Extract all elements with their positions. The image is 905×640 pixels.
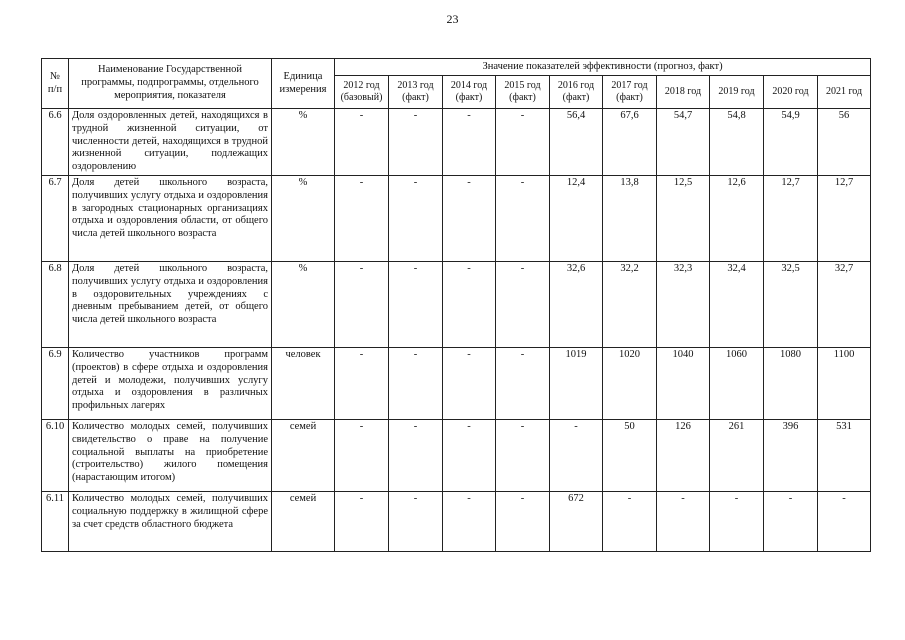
row-value: - bbox=[550, 420, 603, 492]
row-value: 1100 bbox=[818, 348, 871, 420]
header-year: 2012 год (базовый) bbox=[335, 76, 389, 109]
row-num: 6.10 bbox=[42, 420, 69, 492]
header-year: 2016 год (факт) bbox=[550, 76, 603, 109]
row-value: - bbox=[443, 420, 496, 492]
table-row bbox=[42, 262, 871, 348]
header-year: 2015 год (факт) bbox=[496, 76, 550, 109]
row-value: - bbox=[443, 348, 496, 420]
row-unit: семей bbox=[272, 420, 335, 492]
row-value: 56,4 bbox=[550, 109, 603, 176]
table-body bbox=[42, 109, 871, 552]
row-value: - bbox=[389, 109, 443, 176]
row-value: - bbox=[443, 176, 496, 262]
row-value: - bbox=[389, 262, 443, 348]
row-value: - bbox=[389, 420, 443, 492]
header-year: 2014 год (факт) bbox=[443, 76, 496, 109]
row-value: - bbox=[335, 348, 389, 420]
row-value: - bbox=[389, 348, 443, 420]
row-unit: % bbox=[272, 176, 335, 262]
row-value: 126 bbox=[657, 420, 710, 492]
row-value: - bbox=[764, 492, 818, 552]
row-value: - bbox=[443, 109, 496, 176]
row-name: Доля детей школьного возраста, получивших услугу отдыха и оздоровления в оздоровительных учреждениях с дневным пребыванием детей, от общего числа детей школьного возраста bbox=[69, 262, 272, 348]
row-value: 12,5 bbox=[657, 176, 710, 262]
row-value: 32,2 bbox=[603, 262, 657, 348]
header-year: 2020 год bbox=[764, 76, 818, 109]
header-unit: Единица измерения bbox=[272, 59, 335, 109]
row-unit: % bbox=[272, 109, 335, 176]
row-value: 32,6 bbox=[550, 262, 603, 348]
row-value: 1020 bbox=[603, 348, 657, 420]
row-value: 13,8 bbox=[603, 176, 657, 262]
row-value: - bbox=[496, 420, 550, 492]
row-value: - bbox=[496, 348, 550, 420]
table-row bbox=[42, 109, 871, 176]
row-value: - bbox=[443, 492, 496, 552]
row-num: 6.11 bbox=[42, 492, 69, 552]
row-value: - bbox=[657, 492, 710, 552]
row-value: 261 bbox=[710, 420, 764, 492]
table-row bbox=[42, 348, 871, 420]
row-value: - bbox=[389, 176, 443, 262]
row-value: 12,4 bbox=[550, 176, 603, 262]
row-value: - bbox=[443, 262, 496, 348]
table-row bbox=[42, 176, 871, 262]
row-value: 1080 bbox=[764, 348, 818, 420]
table-row bbox=[42, 492, 871, 552]
row-value: - bbox=[335, 492, 389, 552]
row-value: 1019 bbox=[550, 348, 603, 420]
row-value: - bbox=[389, 492, 443, 552]
table-header bbox=[42, 59, 871, 109]
row-value: 396 bbox=[764, 420, 818, 492]
row-value: 1040 bbox=[657, 348, 710, 420]
row-value: 32,7 bbox=[818, 262, 871, 348]
row-value: 12,7 bbox=[764, 176, 818, 262]
header-name: Наименование Государственной программы, подпрограммы, отдельного мероприятия, показателя bbox=[69, 59, 272, 109]
row-value: 12,6 bbox=[710, 176, 764, 262]
row-value: 32,3 bbox=[657, 262, 710, 348]
header-values-group: Значение показателей эффективности (прогноз, факт) bbox=[335, 59, 871, 76]
row-value: 67,6 bbox=[603, 109, 657, 176]
row-num: 6.7 bbox=[42, 176, 69, 262]
row-value: 50 bbox=[603, 420, 657, 492]
row-value: 56 bbox=[818, 109, 871, 176]
row-value: 54,9 bbox=[764, 109, 818, 176]
row-value: 32,5 bbox=[764, 262, 818, 348]
row-num: 6.9 bbox=[42, 348, 69, 420]
table-row bbox=[42, 420, 871, 492]
row-unit: % bbox=[272, 262, 335, 348]
row-num: 6.8 bbox=[42, 262, 69, 348]
row-value: 531 bbox=[818, 420, 871, 492]
row-value: - bbox=[710, 492, 764, 552]
row-value: 672 bbox=[550, 492, 603, 552]
row-name: Доля оздоровленных детей, находящихся в трудной жизненной ситуации, от численности детей, находящихся в трудной жизненной ситуации, подлежащих оздоровлению bbox=[69, 109, 272, 176]
row-value: - bbox=[496, 109, 550, 176]
row-unit: семей bbox=[272, 492, 335, 552]
row-value: 54,7 bbox=[657, 109, 710, 176]
row-value: 1060 bbox=[710, 348, 764, 420]
page-number: 23 bbox=[446, 12, 459, 26]
row-value: - bbox=[496, 492, 550, 552]
row-value: - bbox=[496, 262, 550, 348]
row-value: - bbox=[335, 176, 389, 262]
row-name: Доля детей школьного возраста, получивших услугу отдыха и оздоровления в загородных стационарных организациях отдыха и оздоровления области, от общего числа детей школьного возраста bbox=[69, 176, 272, 262]
row-value: 54,8 bbox=[710, 109, 764, 176]
row-num: 6.6 bbox=[42, 109, 69, 176]
row-value: - bbox=[603, 492, 657, 552]
row-value: - bbox=[818, 492, 871, 552]
row-unit: человек bbox=[272, 348, 335, 420]
row-name: Количество молодых семей, получивших социальную поддержку в жилищной сфере за счет средств областного бюджета bbox=[69, 492, 272, 552]
header-year: 2017 год (факт) bbox=[603, 76, 657, 109]
header-year: 2021 год bbox=[818, 76, 871, 109]
row-value: 12,7 bbox=[818, 176, 871, 262]
row-value: - bbox=[335, 420, 389, 492]
row-name: Количество участников программ (проектов) в сфере отдыха и оздоровления детей и молодежи, получивших услугу отдыха и оздоровления в различных профильных лагерях bbox=[69, 348, 272, 420]
row-value: 32,4 bbox=[710, 262, 764, 348]
header-year: 2013 год (факт) bbox=[389, 76, 443, 109]
header-year: 2018 год bbox=[657, 76, 710, 109]
row-name: Количество молодых семей, получивших свидетельство о праве на получение социальной выплаты на приобретение (строительство) жилого помещения (нарастающим итогом) bbox=[69, 420, 272, 492]
row-value: - bbox=[335, 109, 389, 176]
row-value: - bbox=[496, 176, 550, 262]
indicators-table bbox=[41, 58, 871, 552]
header-num: № п/п bbox=[42, 59, 69, 109]
row-value: - bbox=[335, 262, 389, 348]
header-year: 2019 год bbox=[710, 76, 764, 109]
